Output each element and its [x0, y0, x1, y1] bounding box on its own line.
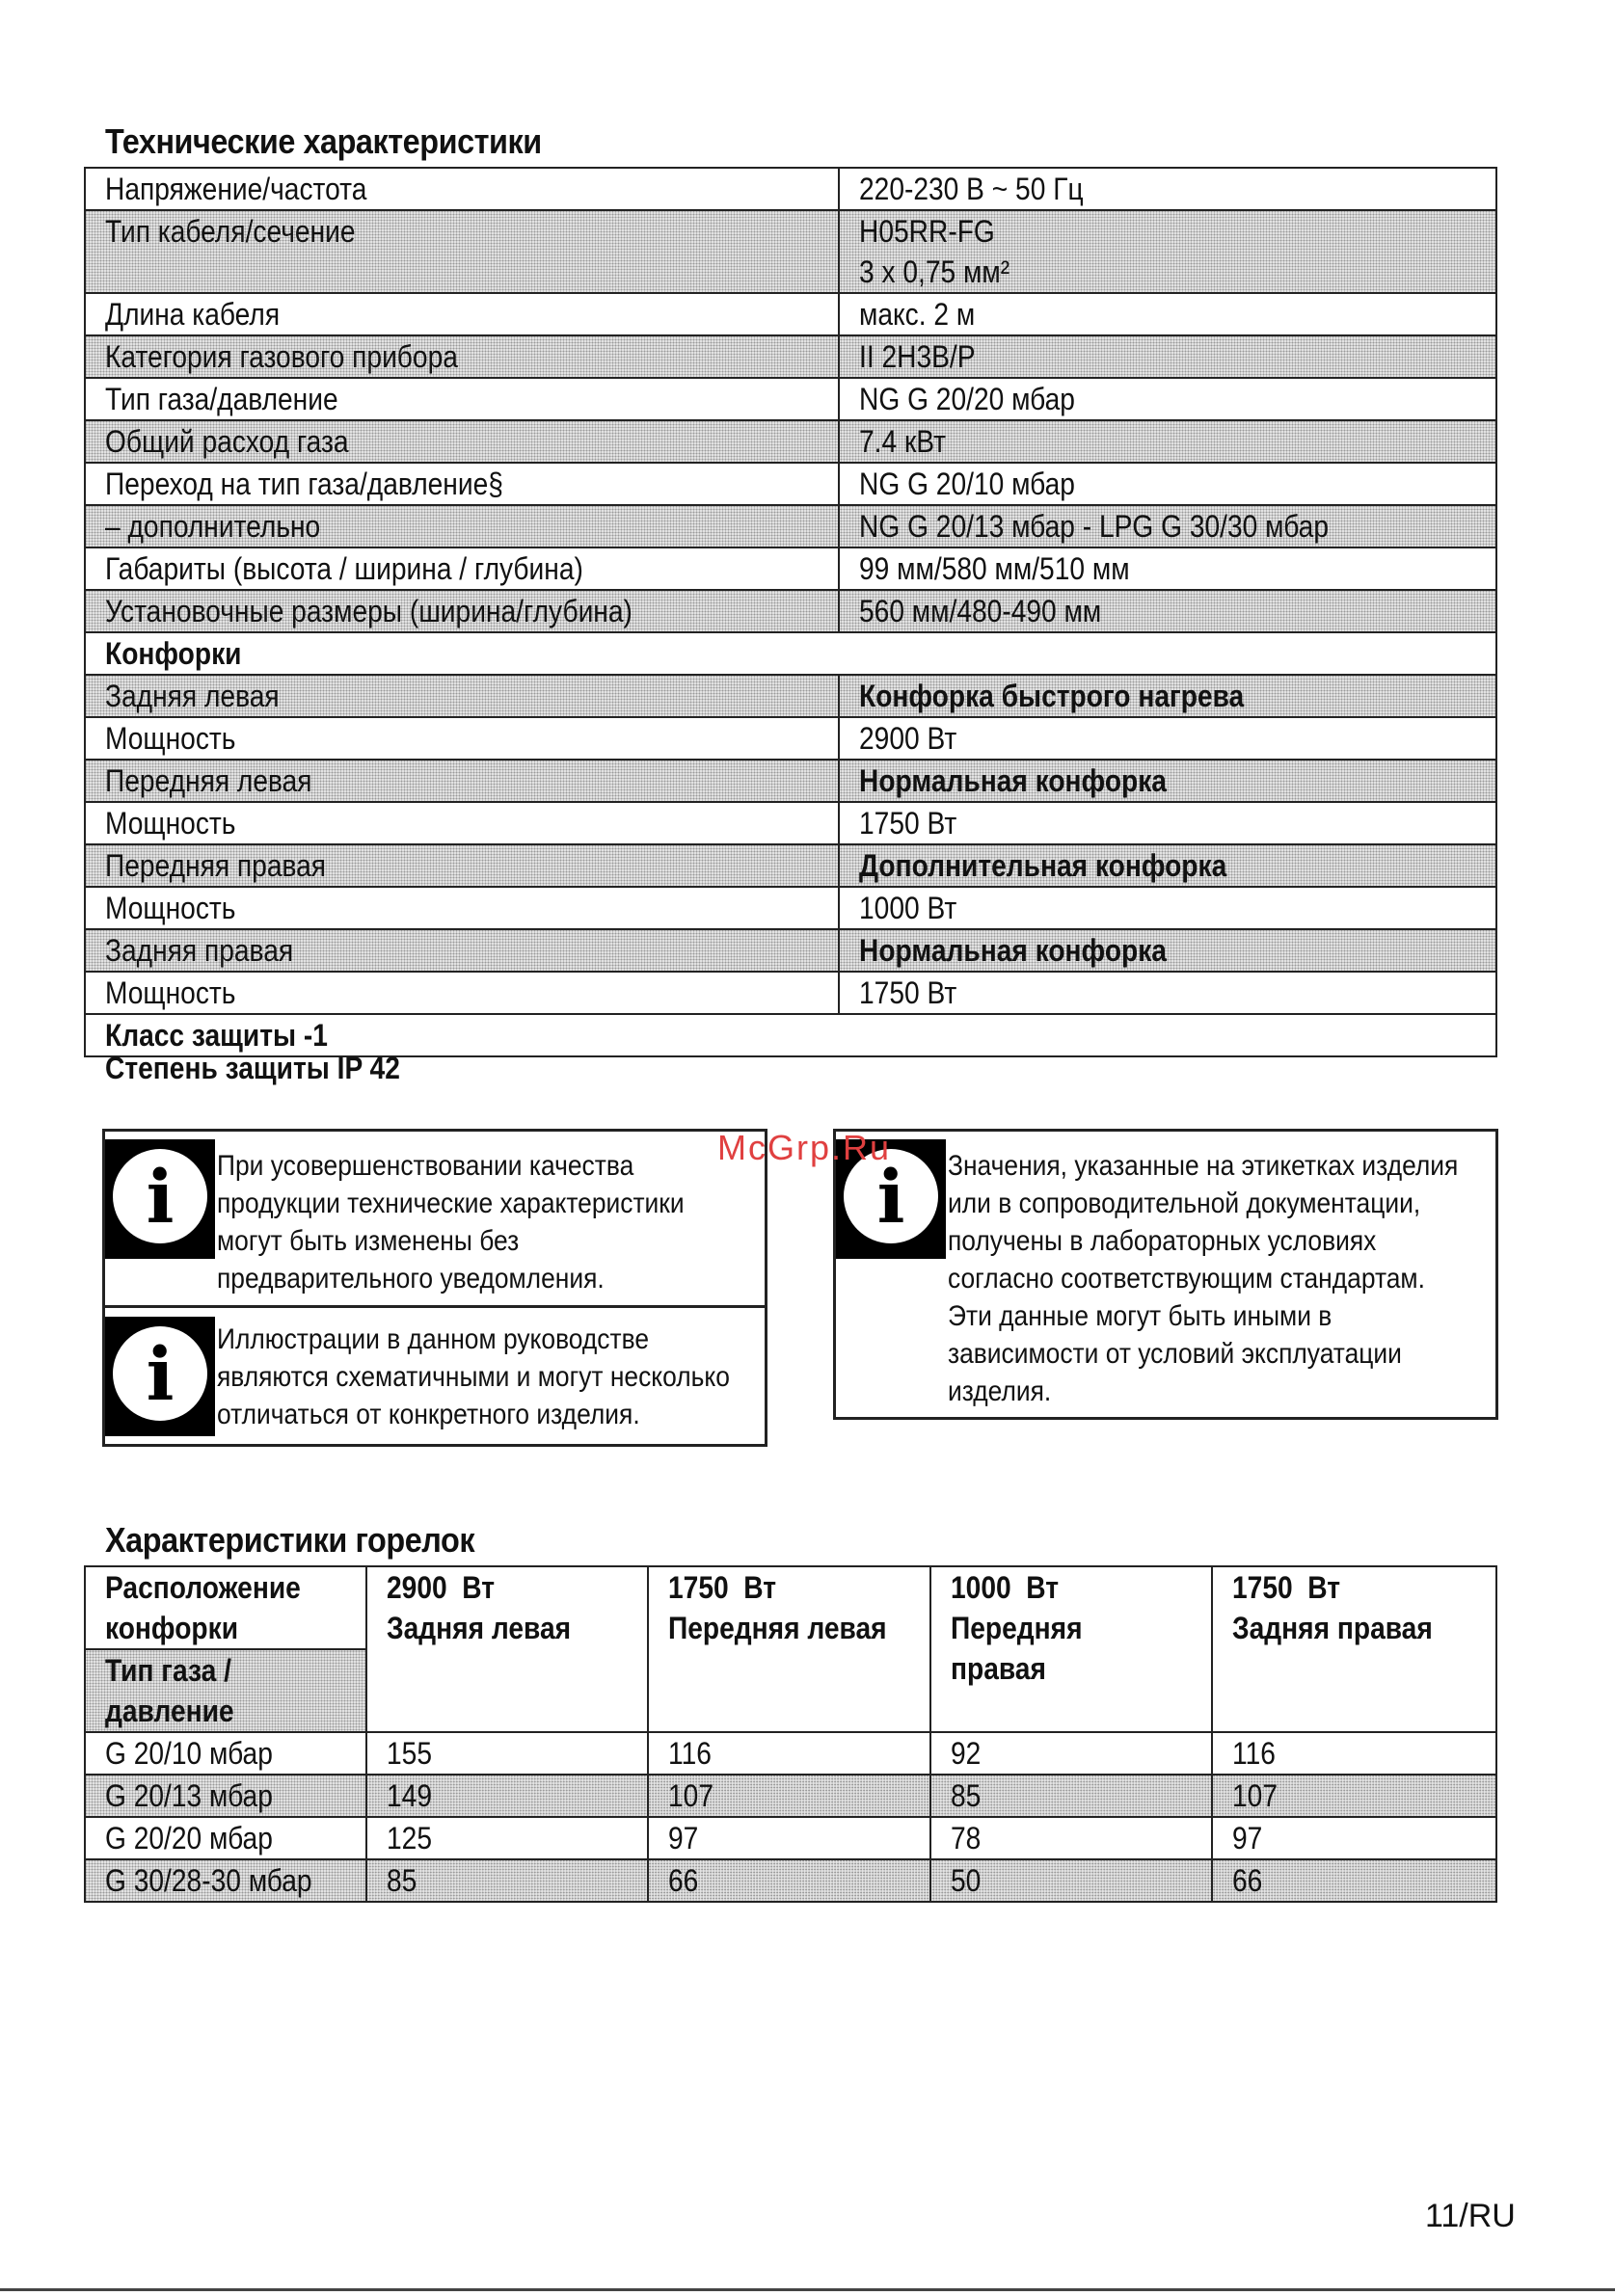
info-icon: i: [105, 1317, 215, 1436]
spec-row: [85, 760, 1496, 802]
corner-bottom: Тип газа / давление: [85, 1649, 366, 1732]
table-row: G 20/13 мбар 149 107 85 107: [85, 1775, 1496, 1817]
spec-value: Нормальная конфорка: [859, 763, 1167, 798]
spec-key: Габариты (высота / ширина / глубина): [105, 551, 583, 586]
spec-value: II 2H3B/P: [859, 339, 976, 374]
spec-row: [85, 547, 1496, 590]
spec-row: [85, 420, 1496, 463]
spec-value: NG G 20/20 мбар: [859, 382, 1075, 416]
burner-table: [84, 1565, 1497, 1903]
col-header: 2900 Вт Задняя левая: [366, 1566, 649, 1732]
spec-value: H05RR-FG: [859, 214, 995, 249]
spec-key: Напряжение/частота: [105, 172, 367, 206]
watermark: McGrp.Ru: [717, 1128, 892, 1167]
spec-row: [85, 717, 1496, 760]
burners-heading: Конфорки: [105, 636, 242, 671]
spec-value-line2: 3 x 0,75 мм²: [859, 254, 1010, 289]
info-icon: i: [836, 1139, 946, 1259]
spec-key: Задняя правая: [105, 933, 294, 968]
spec-value: Дополнительная конфорка: [859, 848, 1227, 883]
table-row: G 20/10 мбар 155 116 92 116: [85, 1732, 1496, 1775]
spec-row: [85, 210, 1496, 293]
spec-value: Конфорка быстрого нагрева: [859, 679, 1245, 713]
spec-row: [85, 168, 1496, 210]
burners-title: Характеристики горелок: [105, 1520, 475, 1560]
spec-key: Передняя правая: [105, 848, 327, 883]
burner-header-row: [85, 1566, 1496, 1649]
footer-rule: [0, 2288, 1615, 2291]
spec-key: Длина кабеля: [105, 297, 281, 332]
spec-value: макс. 2 м: [859, 297, 976, 332]
spec-value: 7.4 кВт: [859, 424, 947, 459]
note-3: Значения, указанные на этикетках изделия или в сопроводительной документации, получены в лабораторных условиях согласно соответствующим стандартам. Эти данные могут быть иными в зависимости от условий эксплуатации изделия.: [948, 1150, 1459, 1407]
page-number: 11/RU: [1425, 2198, 1516, 2234]
table-row: G 20/20 мбар 125 97 78 97: [85, 1817, 1496, 1859]
spec-row: [85, 802, 1496, 844]
spec-value: 99 мм/580 мм/510 мм: [859, 551, 1130, 586]
spec-key: Мощность: [105, 806, 236, 841]
spec-value: 1750 Вт: [859, 806, 957, 841]
spec-key: Категория газового прибора: [105, 339, 458, 374]
table-row: G 30/28-30 мбар 85 66 50 66: [85, 1859, 1496, 1902]
spec-key: Мощность: [105, 891, 236, 925]
spec-row: [85, 590, 1496, 632]
col-header: 1750 Вт Задняя правая: [1212, 1566, 1496, 1732]
spec-row: [85, 378, 1496, 420]
spec-row: [85, 293, 1496, 335]
protection-class: Класс защиты -1: [105, 1018, 328, 1053]
divider: [105, 1305, 765, 1308]
spec-value: 220-230 В ~ 50 Гц: [859, 172, 1084, 206]
spec-value: 560 мм/480-490 мм: [859, 594, 1102, 628]
spec-value: NG G 20/10 мбар: [859, 467, 1075, 501]
corner-top: Расположение конфорки: [85, 1566, 366, 1649]
spec-key: Тип газа/давление: [105, 382, 338, 416]
spec-row: [85, 335, 1496, 378]
spec-row: [85, 463, 1496, 505]
spec-key: – дополнительно: [105, 509, 321, 544]
note-1: При усовершенствовании качества продукции технические характеристики могут быть изменены без предварительного уведомления.: [217, 1150, 685, 1295]
spec-key: Задняя левая: [105, 679, 280, 713]
spec-value: 1000 Вт: [859, 891, 957, 925]
spec-key: Тип кабеля/сечение: [105, 214, 356, 249]
spec-title: Технические характеристики: [105, 121, 542, 161]
notes-box-left: [102, 1129, 767, 1447]
spec-row: [85, 675, 1496, 717]
spec-row: [85, 972, 1496, 1014]
spec-key: Переход на тип газа/давление§: [105, 467, 503, 501]
spec-key: Общий расход газа: [105, 424, 349, 459]
burners-heading-row: [85, 632, 1496, 675]
spec-value: NG G 20/13 мбар - LPG G 30/30 мбар: [859, 509, 1329, 544]
col-header: 1000 Вт Передняя правая: [930, 1566, 1212, 1732]
notes-box-right: [833, 1129, 1498, 1420]
col-header: 1750 Вт Передняя левая: [648, 1566, 930, 1732]
spec-key: Мощность: [105, 975, 236, 1010]
spec-row: [85, 887, 1496, 929]
spec-key: Мощность: [105, 721, 236, 756]
spec-value: Нормальная конфорка: [859, 933, 1167, 968]
spec-row: [85, 844, 1496, 887]
spec-row: [85, 505, 1496, 547]
spec-key: Передняя левая: [105, 763, 312, 798]
spec-value: 2900 Вт: [859, 721, 957, 756]
note-2: Иллюстрации в данном руководстве являются схематичными и могут несколько отличаться от конкретного изделия.: [217, 1323, 730, 1430]
spec-row: [85, 929, 1496, 972]
ip-rating: Степень защиты IP 42: [105, 1051, 400, 1085]
spec-value: 1750 Вт: [859, 975, 957, 1010]
spec-table: [84, 167, 1497, 1057]
spec-key: Установочные размеры (ширина/глубина): [105, 594, 633, 628]
info-icon: i: [105, 1139, 215, 1259]
